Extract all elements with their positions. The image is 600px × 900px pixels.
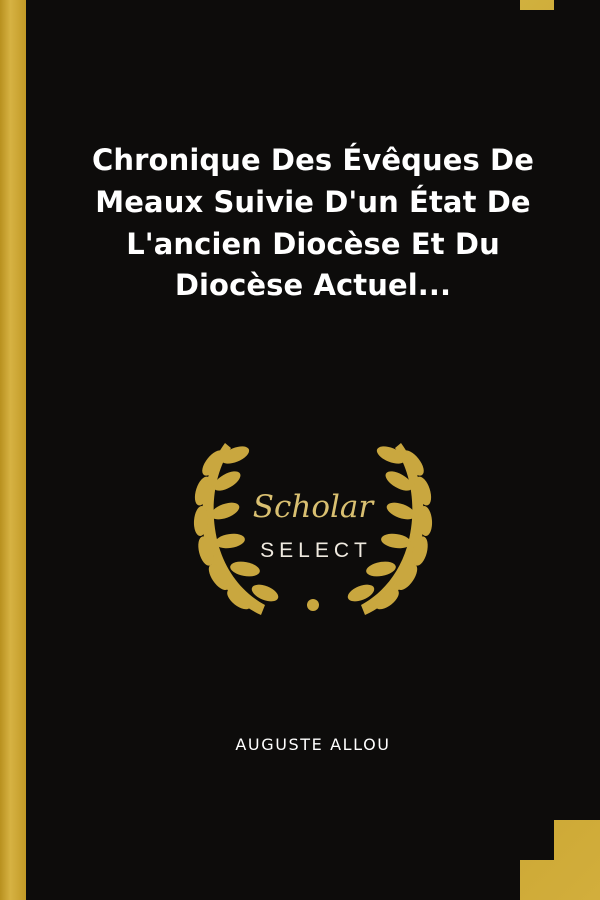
book-title: Chronique Des Évêques De Meaux Suivie D'un État De L'ancien Diocèse Et Du Diocèse Actuel... (92, 143, 534, 303)
scholar-select-emblem (173, 415, 453, 630)
book-spine (0, 0, 26, 900)
book-author: AUGUSTE ALLOU (235, 735, 391, 754)
emblem-select-text: SELECT (260, 539, 372, 562)
emblem-scholar-text: Scholar (252, 489, 374, 525)
laurel-wreath-icon (173, 415, 453, 630)
cover-content (26, 0, 600, 900)
